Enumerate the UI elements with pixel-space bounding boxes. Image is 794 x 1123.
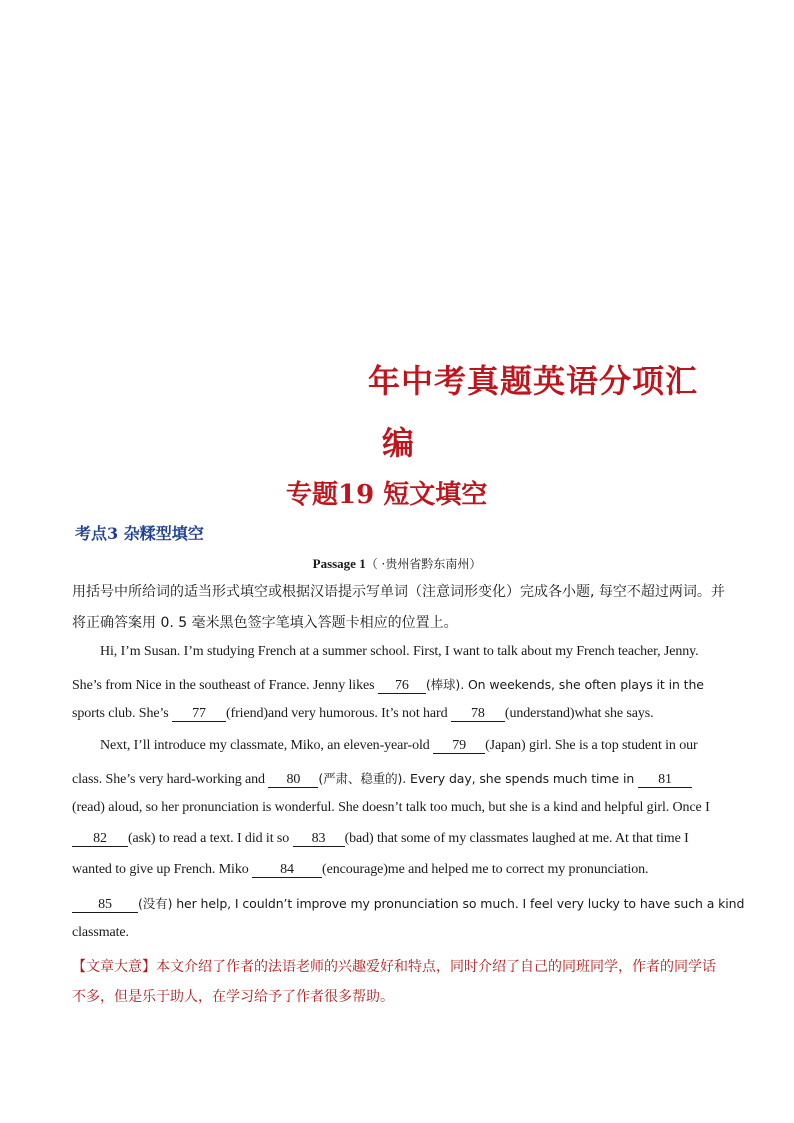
text-segment: She’s from Nice in the southeast of France. Jenny likes	[72, 678, 378, 693]
blank-85: 85	[72, 898, 138, 913]
text-segment: class. She’s very hard-working and	[72, 772, 269, 787]
passage-line-3	[72, 706, 654, 722]
passage-source: （ ·贵州省黔东南州）	[365, 557, 482, 571]
text-segment: (ask) to read a text. I did it so	[128, 831, 293, 846]
passage-name: Passage 1	[312, 556, 366, 571]
text-segment: (understand)what she says.	[504, 706, 654, 721]
blank-77: 77	[172, 707, 226, 722]
blank-80: 80	[268, 773, 318, 788]
passage-line-10: classmate.	[72, 925, 129, 940]
blank-81: 81	[638, 773, 692, 788]
passage-line-7	[72, 831, 689, 847]
text-segment: (严肃、稳重的). Every day, she spends much time in	[318, 771, 639, 786]
passage-line-1: Hi, I’m Susan. I’m studying French at a summer school. First, I want to talk about my French teacher, Jenny.	[100, 644, 699, 659]
text-segment: (encourage)me and helped me to correct my pronunciation.	[322, 862, 649, 877]
passage-line-8	[72, 862, 648, 878]
instruction-line-2: 将正确答案用 0. 5 毫米黑色签字笔填入答题卡相应的位置上。	[72, 615, 458, 631]
main-title-continued: 编	[382, 424, 415, 462]
blank-79: 79	[433, 739, 485, 754]
passage-line-4	[100, 738, 698, 754]
passage-line-5	[72, 769, 692, 788]
passage-heading	[0, 555, 794, 572]
main-title: 年中考真题英语分项汇	[368, 362, 699, 400]
text-segment: sports club. She’s	[72, 706, 172, 721]
passage-line-2	[72, 675, 704, 694]
passage-line-6: (read) aloud, so her pronunciation is wonderful. She doesn’t talk too much, but she is a kind and helpful girl. Once I	[72, 800, 710, 815]
blank-84: 84	[252, 863, 322, 878]
text-segment: (没有) her help, I couldn’t improve my pronunciation so much. I feel very lucky to have such a kind	[138, 896, 745, 911]
passage-line-9	[72, 894, 744, 913]
text-segment: (Japan) girl. She is a top student in our	[485, 738, 698, 753]
blank-76: 76	[378, 679, 426, 694]
blank-78: 78	[451, 707, 505, 722]
summary-line-2: 不多，但是乐于助人，在学习给予了作者很多帮助。	[72, 989, 394, 1005]
instruction-line-1: 用括号中所给词的适当形式填空或根据汉语提示写单词（注意词形变化）完成各小题, 每空不超过两词。并	[72, 584, 725, 600]
text-segment: (bad) that some of my classmates laughed at me. At that time I	[344, 831, 689, 846]
text-segment: wanted to give up French. Miko	[72, 862, 253, 877]
text-segment: (friend)and very humorous. It’s not hard	[226, 706, 451, 721]
text-segment: Next, I’ll introduce my classmate, Miko, an eleven-year-old	[100, 738, 434, 753]
blank-83: 83	[293, 832, 345, 847]
summary-line-1: 【文章大意】本文介绍了作者的法语老师的兴趣爱好和特点，同时介绍了自己的同班同学，作者的同学话	[72, 959, 716, 975]
section-heading: 考点3 杂糅型填空	[75, 524, 204, 543]
topic-title: 专题19 短文填空	[286, 480, 488, 510]
blank-82: 82	[72, 832, 128, 847]
text-segment: (棒球). On weekends, she often plays it in the	[425, 677, 704, 692]
